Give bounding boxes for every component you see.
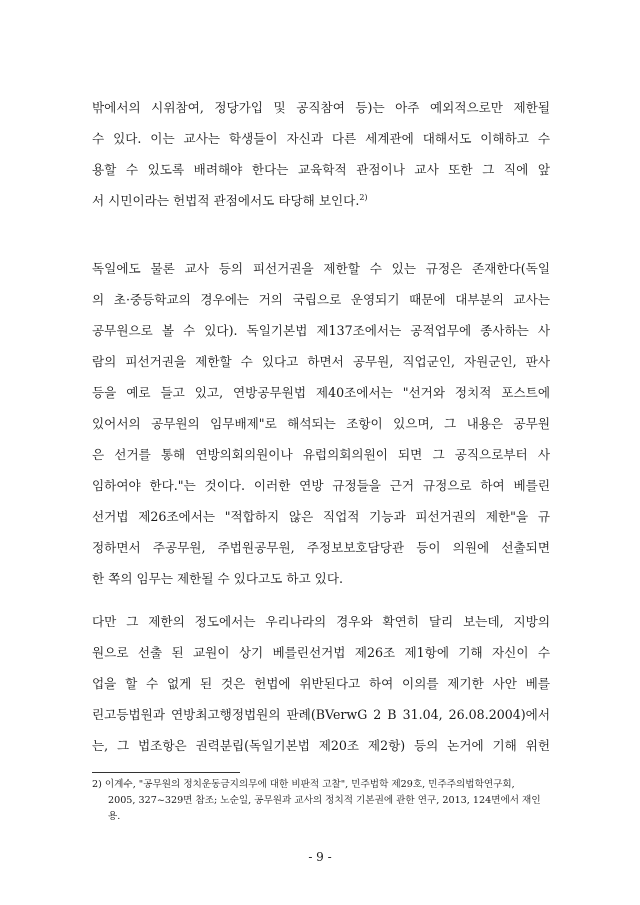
text-line: 수 있다. 이는 교사는 학생들이 자신과 다른 세계관에 대해서도 이해하고 수 bbox=[92, 131, 550, 146]
footnote-divider bbox=[92, 772, 240, 773]
paragraph-3 bbox=[92, 606, 550, 761]
text-line: 선거법 제26조에서는 "적합하지 않은 직업적 기능과 피선거권의 제한"을 규 bbox=[92, 509, 550, 524]
text-line: 업을 할 수 없게 된 것은 헌법에 위반된다고 하여 이의를 제기한 사안 베를 bbox=[92, 676, 550, 691]
footnote-line: 2005, 327~329면 참조; 노순일, 공무원과 교사의 정치적 기본권에 관한 연구, 2013, 124면에서 재인 bbox=[108, 795, 541, 806]
text-line: 다만 그 제한의 정도에서는 우리나라의 경우와 확연히 달리 보는데, 지방의 bbox=[92, 614, 550, 629]
text-line: 용할 수 있도록 배려해야 한다는 교육학적 관점이나 교사 또한 그 직에 앞 bbox=[92, 162, 550, 177]
text-line: 는, 그 법조항은 권력분립(독일기본법 제20조 제2항) 등의 논거에 기해 위헌 bbox=[92, 738, 550, 753]
paragraph-2 bbox=[92, 253, 550, 594]
footnote bbox=[92, 777, 550, 825]
text-line: 밖에서의 시위참여, 정당가입 및 공직참여 등)는 아주 예외적으로만 제한될 bbox=[92, 100, 550, 115]
text-line: 서 시민이라는 헌법적 관점에서도 타당해 보인다.$^{2)}$ bbox=[92, 193, 368, 208]
text-line: 있어서의 공무원의 임무배제"로 해석되는 조항이 있으며, 그 내용은 공무원 bbox=[92, 416, 550, 431]
text-line: 등을 예로 들고 있고, 연방공무원법 제40조에서는 "선거와 정치적 포스트에 bbox=[92, 385, 550, 400]
text-line: 독일에도 물론 교사 등의 피선거권을 제한할 수 있는 규정은 존재한다(독일 bbox=[92, 261, 550, 276]
text-line: 임하여야 한다."는 것이다. 이러한 연방 규정들을 근거 규정으로 하여 베를린 bbox=[92, 478, 550, 493]
text-line: 원으로 선출 된 교원이 상기 베를린선거법 제26조 제1항에 기해 자신이 수 bbox=[92, 645, 550, 660]
text-line: 의 초·중등학교의 경우에는 거의 국립으로 운영되기 때문에 대부분의 교사는 bbox=[92, 292, 550, 307]
text-line: 은 선거를 통해 연방의회의원이나 유럽의회의원이 되면 그 공직으로부터 사 bbox=[92, 447, 550, 462]
text-line: 공무원으로 볼 수 있다). 독일기본법 제137조에서는 공적업무에 종사하는 사 bbox=[92, 323, 550, 338]
footnote-line: 용. bbox=[108, 811, 121, 822]
footnote-line: 2) 이계수, "공무원의 정치운동금지의무에 대한 비판적 고찰", 민주법학 제29호, 민주주의법학연구회, bbox=[92, 779, 515, 790]
text-line: 린고등법원과 연방최고행정법원의 판례(BVerwG 2 B 31.04, 26.08.2004)에서 bbox=[92, 707, 550, 722]
page-number: - 9 - bbox=[308, 850, 332, 864]
text-line: 정하면서 주공무원, 주법원공무원, 주정보보호담당관 등이 의원에 선출되면 bbox=[92, 540, 550, 555]
text-line: 람의 피선거권을 제한할 수 있다고 하면서 공무원, 직업군인, 자원군인, 판사 bbox=[92, 354, 550, 369]
footnote-ref: 2) bbox=[359, 193, 368, 202]
paragraph-1 bbox=[92, 92, 550, 216]
text-line: 한 쪽의 임무는 제한될 수 있다고도 하고 있다. bbox=[92, 571, 344, 586]
